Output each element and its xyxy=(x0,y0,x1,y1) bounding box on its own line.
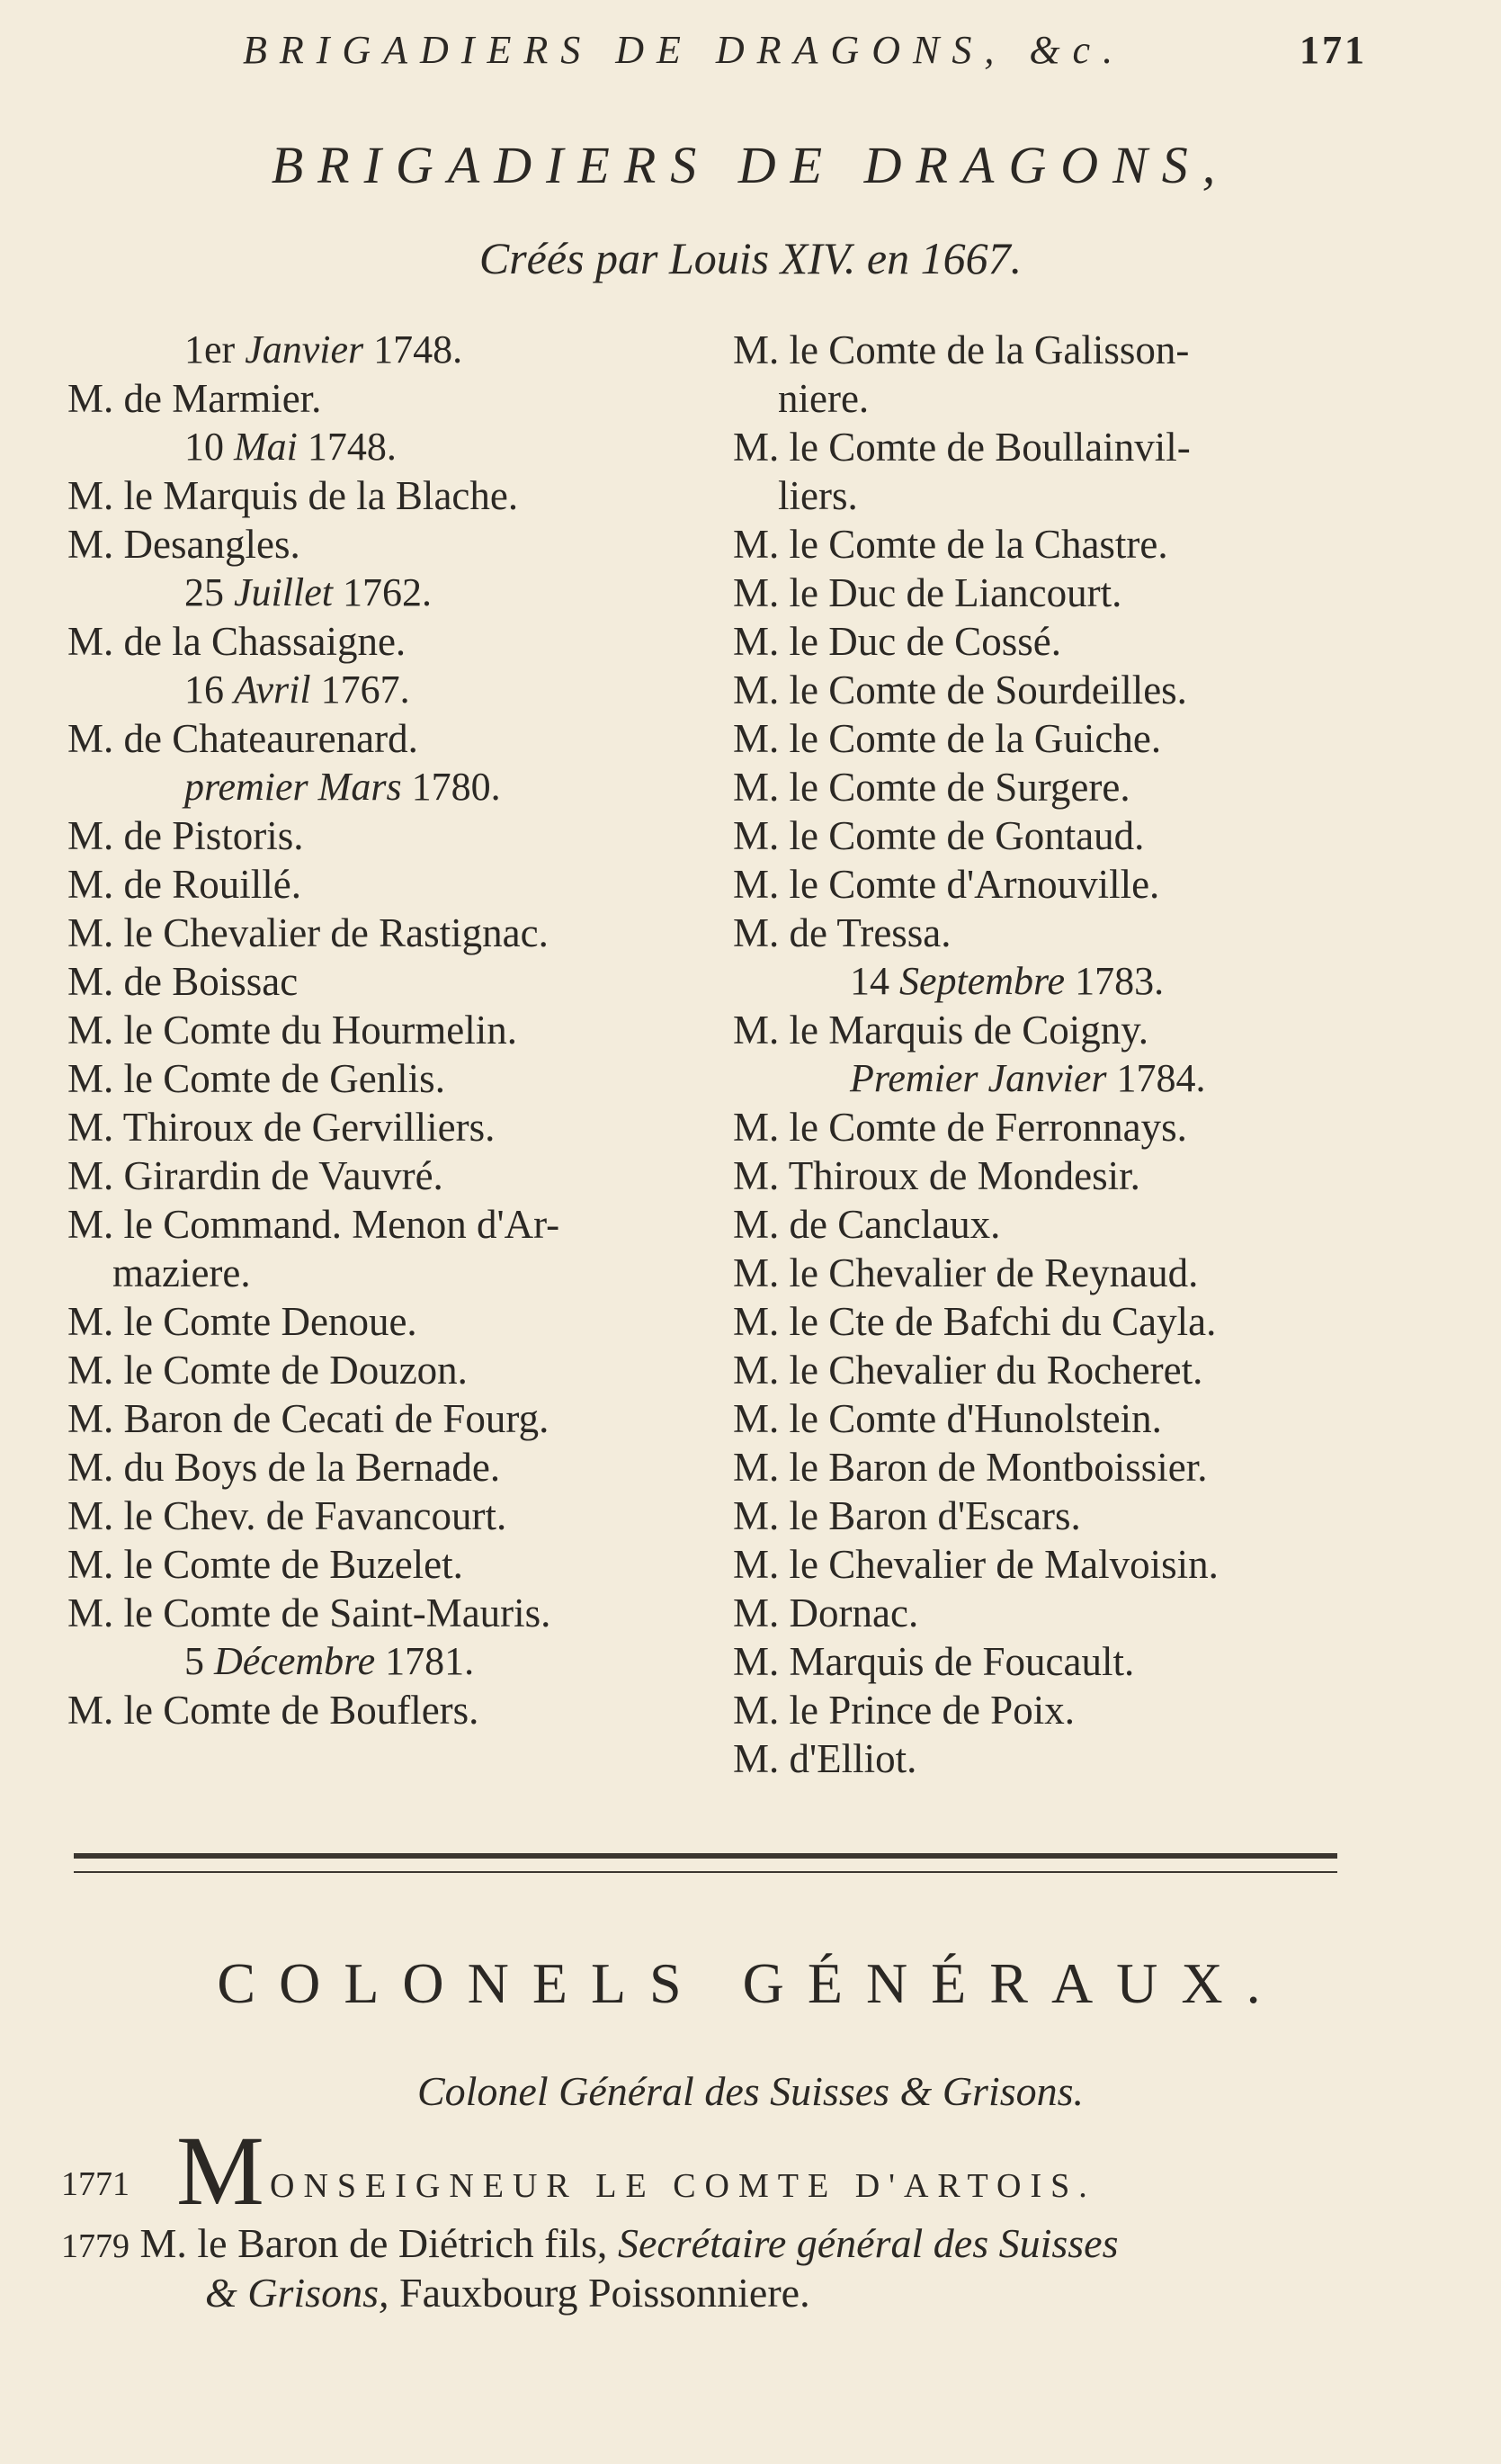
date-year: 1748. xyxy=(307,425,397,469)
section-title-colonels: COLONELS GÉNÉRAUX. xyxy=(217,1951,1284,2015)
date-month: Premier Janvier xyxy=(850,1056,1107,1100)
date-month: Juillet xyxy=(234,570,333,614)
list-item: M. Desangles. xyxy=(67,522,300,567)
date-heading xyxy=(67,763,697,811)
entry-address: Fauxbourg Poissonniere. xyxy=(398,2270,810,2316)
date-year: 1780. xyxy=(411,765,501,809)
section-subtitle-brigadiers: Créés par Louis XIV. en 1667. xyxy=(478,233,1023,283)
list-item: M. le Marquis de la Blache. xyxy=(67,473,519,518)
list-item: M. le Chev. de Favancourt. xyxy=(67,1493,507,1538)
date-heading xyxy=(733,1054,1380,1103)
entry-name: ONSEIGNEUR LE COMTE D'ARTOIS. xyxy=(270,2167,1096,2205)
date-heading xyxy=(67,423,697,471)
date-year: 1781. xyxy=(385,1639,475,1683)
date-month: Mai xyxy=(234,425,298,469)
list-item-continuation: niere. xyxy=(778,376,870,421)
date-heading xyxy=(67,666,697,714)
list-item: M. le Comte de la Chastre. xyxy=(733,522,1168,567)
list-item: M. de Chateaurenard. xyxy=(67,716,418,761)
right-column xyxy=(733,326,1380,1783)
list-item: M. le Chevalier de Reynaud. xyxy=(733,1250,1199,1295)
list-item: M. le Comte de Gontaud. xyxy=(733,813,1145,858)
list-item: M. le Cte de Bafchi du Cayla. xyxy=(733,1299,1217,1344)
list-item: M. le Duc de Liancourt. xyxy=(733,570,1122,615)
list-item: M. le Chevalier de Rastignac. xyxy=(67,910,549,955)
list-item: M. le Comte de la Galisson- xyxy=(733,327,1190,372)
date-heading xyxy=(67,569,697,617)
list-item: M. le Comte d'Arnouville. xyxy=(733,862,1160,907)
date-month: Avril xyxy=(234,668,311,712)
list-item: M. de Pistoris. xyxy=(67,813,304,858)
date-year: 1762. xyxy=(342,570,432,614)
left-column xyxy=(67,326,697,1734)
list-item: M. Marquis de Foucault. xyxy=(733,1639,1135,1684)
list-item: M. le Command. Menon d'Ar- xyxy=(67,1202,560,1247)
list-item-continuation: liers. xyxy=(778,473,858,518)
list-item: M. le Comte de Ferronnays. xyxy=(733,1105,1187,1150)
date-day: 25 xyxy=(184,570,224,614)
entry-role: Secrétaire général des Suisses xyxy=(617,2220,1119,2266)
date-day: 5 xyxy=(184,1639,204,1683)
date-year: 1783. xyxy=(1075,959,1165,1003)
list-item: M. de Rouillé. xyxy=(67,862,301,907)
list-item: M. le Comte de Buzelet. xyxy=(67,1542,463,1587)
list-item: M. de Boissac xyxy=(67,959,299,1004)
date-year: 1748. xyxy=(373,327,463,372)
date-month: premier Mars xyxy=(184,765,402,809)
list-item: M. le Baron de Montboissier. xyxy=(733,1445,1208,1490)
list-item: M. le Baron d'Escars. xyxy=(733,1493,1081,1538)
section-divider-rule xyxy=(74,1853,1337,1873)
date-day: 10 xyxy=(184,425,224,469)
date-day: 1er xyxy=(184,327,236,372)
list-item: M. le Comte de Genlis. xyxy=(67,1056,445,1101)
list-item: M. le Comte de Surgere. xyxy=(733,765,1130,810)
list-item: M. de Marmier. xyxy=(67,376,322,421)
section-subtitle-colonels: Colonel Général des Suisses & Grisons. xyxy=(416,2068,1085,2114)
date-month: Janvier xyxy=(245,327,364,372)
date-heading xyxy=(733,957,1380,1006)
date-month: Décembre xyxy=(214,1639,376,1683)
date-day: 16 xyxy=(184,668,224,712)
list-item: M. Dornac. xyxy=(733,1590,919,1635)
entry-1779 xyxy=(61,2220,1410,2316)
list-item: M. le Comte de Saint-Mauris. xyxy=(67,1590,551,1635)
date-day: 14 xyxy=(850,959,889,1003)
list-item: M. le Comte de Douzon. xyxy=(67,1348,468,1393)
list-item: M. le Prince de Poix. xyxy=(733,1688,1075,1733)
date-month: Septembre xyxy=(899,959,1066,1003)
list-item: M. Baron de Cecati de Fourg. xyxy=(67,1396,549,1441)
list-item: M. de la Chassaigne. xyxy=(67,619,407,664)
date-heading xyxy=(67,1637,697,1686)
list-item: M. le Comte de Bouflers. xyxy=(67,1688,479,1733)
list-item: M. le Comte de Sourdeilles. xyxy=(733,668,1187,712)
entry-year: 1779 xyxy=(61,2227,130,2265)
date-year: 1784. xyxy=(1116,1056,1206,1100)
entry-1771 xyxy=(61,2116,1410,2226)
list-item: M. du Boys de la Bernade. xyxy=(67,1445,501,1490)
list-item: M. Girardin de Vauvré. xyxy=(67,1153,443,1198)
list-item: M. le Comte d'Hunolstein. xyxy=(733,1396,1162,1441)
running-title: BRIGADIERS DE DRAGONS, &c. xyxy=(243,28,1126,72)
list-item: M. le Comte de la Guiche. xyxy=(733,716,1162,761)
list-item: M. le Comte du Hourmelin. xyxy=(67,1008,517,1053)
section-title-brigadiers: BRIGADIERS DE DRAGONS, xyxy=(271,136,1230,194)
list-item: M. le Comte de Boullainvil- xyxy=(733,425,1191,470)
list-item: M. de Canclaux. xyxy=(733,1202,1001,1247)
list-item: M. le Chevalier de Malvoisin. xyxy=(733,1542,1219,1587)
date-heading xyxy=(67,326,697,374)
date-year: 1767. xyxy=(320,668,410,712)
drop-cap-initial: M xyxy=(176,2116,264,2226)
list-item: M. Thiroux de Mondesir. xyxy=(733,1153,1140,1198)
list-item: M. de Tressa. xyxy=(733,910,952,955)
running-header xyxy=(243,27,1367,73)
page-number: 171 xyxy=(1300,28,1367,72)
list-item: M. le Chevalier du Rocheret. xyxy=(733,1348,1203,1393)
list-item: M. d'Elliot. xyxy=(733,1736,917,1781)
list-item-continuation: maziere. xyxy=(112,1250,251,1295)
entry-role-cont: & Grisons, xyxy=(205,2270,389,2316)
entry-name: M. le Baron de Diétrich fils, xyxy=(139,2220,608,2266)
entry-year: 1771 xyxy=(61,2165,130,2203)
list-item: M. le Marquis de Coigny. xyxy=(733,1008,1149,1053)
list-item: M. Thiroux de Gervilliers. xyxy=(67,1105,496,1150)
list-item: M. le Comte Denoue. xyxy=(67,1299,417,1344)
list-item: M. le Duc de Cossé. xyxy=(733,619,1061,664)
